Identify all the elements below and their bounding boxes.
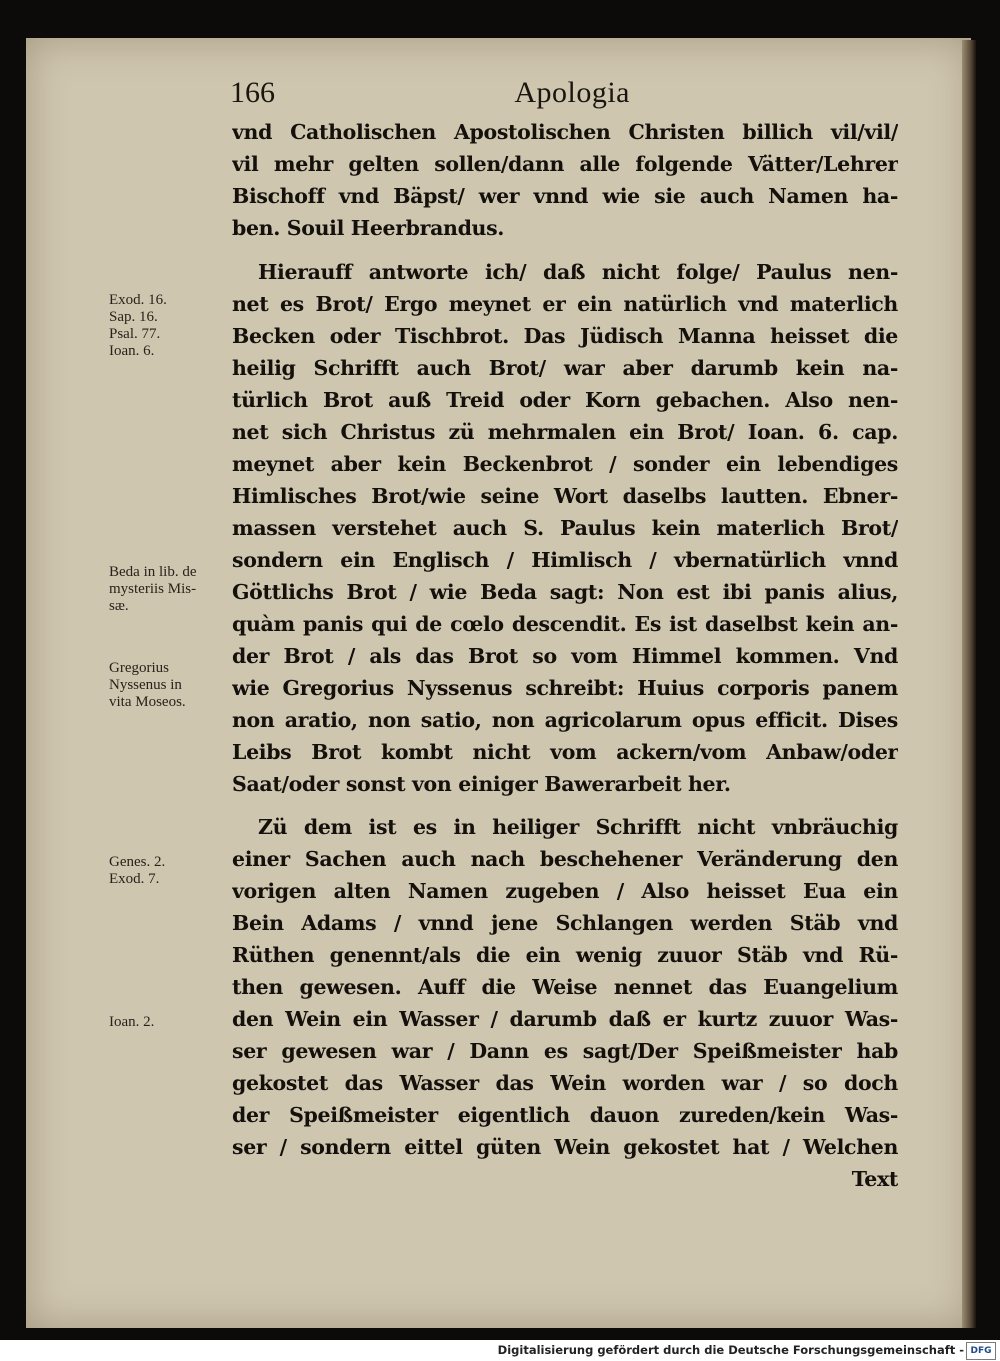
margin-note-line: Psal. 77. — [109, 326, 161, 342]
text-line: Himlisches Brot/wie seine Wort daselbs lautten. Ebner- — [232, 484, 898, 508]
text-line: sondern ein Englisch / Himlisch / vbernatürlich vnnd — [232, 548, 898, 572]
text-line: einer Sachen auch nach beschehener Veränderung den — [232, 847, 898, 871]
text-line: wie Gregorius Nyssenus schreibt: Huius corporis panem — [232, 676, 898, 700]
text-line: ser / sondern eittel güten Wein gekostet hat / Welchen — [232, 1135, 898, 1159]
margin-note-line: Exod. 7. — [109, 871, 160, 887]
text-line: ser gewesen war / Dann es sagt/Der Speißmeister hab — [232, 1039, 898, 1063]
text-line: non aratio, non satio, non agricolarum opus efficit. Dises — [232, 708, 898, 732]
margin-note-line: Beda in lib. de — [109, 564, 197, 580]
margin-note-line: vita Moseos. — [109, 694, 186, 710]
margin-note — [109, 1014, 231, 1031]
page-header — [230, 76, 630, 114]
margin-note-line: Nyssenus in — [109, 677, 182, 693]
text-line: Hierauff antworte ich/ daß nicht folge/ Paulus nen- — [258, 260, 898, 284]
text-line: massen verstehet auch S. Paulus kein materlich Brot/ — [232, 516, 898, 540]
text-line: net es Brot/ Ergo meynet er ein natürlich vnd materlich — [232, 292, 898, 316]
dfg-logo-icon[interactable]: DFG — [966, 1342, 996, 1360]
text-line: Saat/oder sonst von einiger Bawerarbeit her. — [232, 772, 731, 796]
digitization-footer — [0, 1340, 1000, 1361]
text-line: vnd Catholischen Apostolischen Christen billich vil/vil/ — [232, 120, 898, 144]
margin-note — [109, 660, 231, 711]
text-line: Becken oder Tischbrot. Das Jüdisch Manna heisset die — [232, 324, 898, 348]
margin-note-line: Gregorius — [109, 660, 169, 676]
margin-note-line: Ioan. 6. — [109, 343, 155, 359]
margin-note-line: sæ. — [109, 598, 129, 614]
text-line: Bischoff vnd Bäpst/ wer vnnd wie sie auch Namen ha- — [232, 184, 898, 208]
catchword: Text — [851, 1167, 898, 1191]
text-line: Zü dem ist es in heiliger Schrifft nicht vnbräuchig — [258, 815, 898, 839]
text-line: heilig Schrifft auch Brot/ war aber darumb kein na- — [232, 356, 898, 380]
text-line: net sich Christus zü mehrmalen ein Brot/ Ioan. 6. cap. — [232, 420, 898, 444]
text-line: gekostet das Wasser das Wein worden war / so doch — [232, 1071, 898, 1095]
margin-note-line: mysteriis Mis- — [109, 581, 197, 597]
text-line: then gewesen. Auff die Weise nennet das Euangelium — [232, 975, 898, 999]
text-line: türlich Brot auß Treid oder Korn gebachen. Also nen- — [232, 388, 898, 412]
text-line: Bein Adams / vnnd jene Schlangen werden Stäb vnd — [232, 911, 898, 935]
text-line: ben. Souil Heerbrandus. — [232, 216, 505, 240]
text-line: Göttlichs Brot / wie Beda sagt: Non est ibi panis alius, — [232, 580, 898, 604]
text-line: der Brot / als das Brot so vom Himmel kommen. Vnd — [232, 644, 898, 668]
page-number: 166 — [230, 76, 275, 109]
text-line: vorigen alten Namen zugeben / Also heisset Eua ein — [232, 879, 898, 903]
margin-note-line: Ioan. 2. — [109, 1014, 155, 1030]
text-line: den Wein ein Wasser / darumb daß er kurtz zuuor Was- — [232, 1007, 898, 1031]
text-line: meynet aber kein Beckenbrot / sonder ein lebendiges — [232, 452, 898, 476]
running-title: Apologia — [514, 76, 630, 109]
margin-note-line: Genes. 2. — [109, 854, 166, 870]
page-edge — [962, 40, 976, 1328]
body-text — [232, 116, 898, 1195]
margin-note — [109, 854, 231, 888]
text-line: Rüthen genennt/als die ein wenig zuuor Stäb vnd Rü- — [232, 943, 898, 967]
text-line: Leibs Brot kombt nicht vom ackern/vom Anbaw/oder — [232, 740, 898, 764]
text-line: quàm panis qui de cœlo descendit. Es ist daselbst kein an- — [232, 612, 898, 636]
margin-note-line: Sap. 16. — [109, 309, 158, 325]
margin-note-line: Exod. 16. — [109, 292, 167, 308]
funding-credit: Digitalisierung gefördert durch die Deutsche Forschungsgemeinschaft - — [497, 1343, 964, 1357]
text-line: der Speißmeister eigentlich dauon zureden/kein Was- — [232, 1103, 898, 1127]
text-line: vil mehr gelten sollen/dann alle folgende Vätter/Lehrer — [232, 152, 898, 176]
margin-note — [109, 292, 231, 360]
margin-note — [109, 564, 231, 615]
